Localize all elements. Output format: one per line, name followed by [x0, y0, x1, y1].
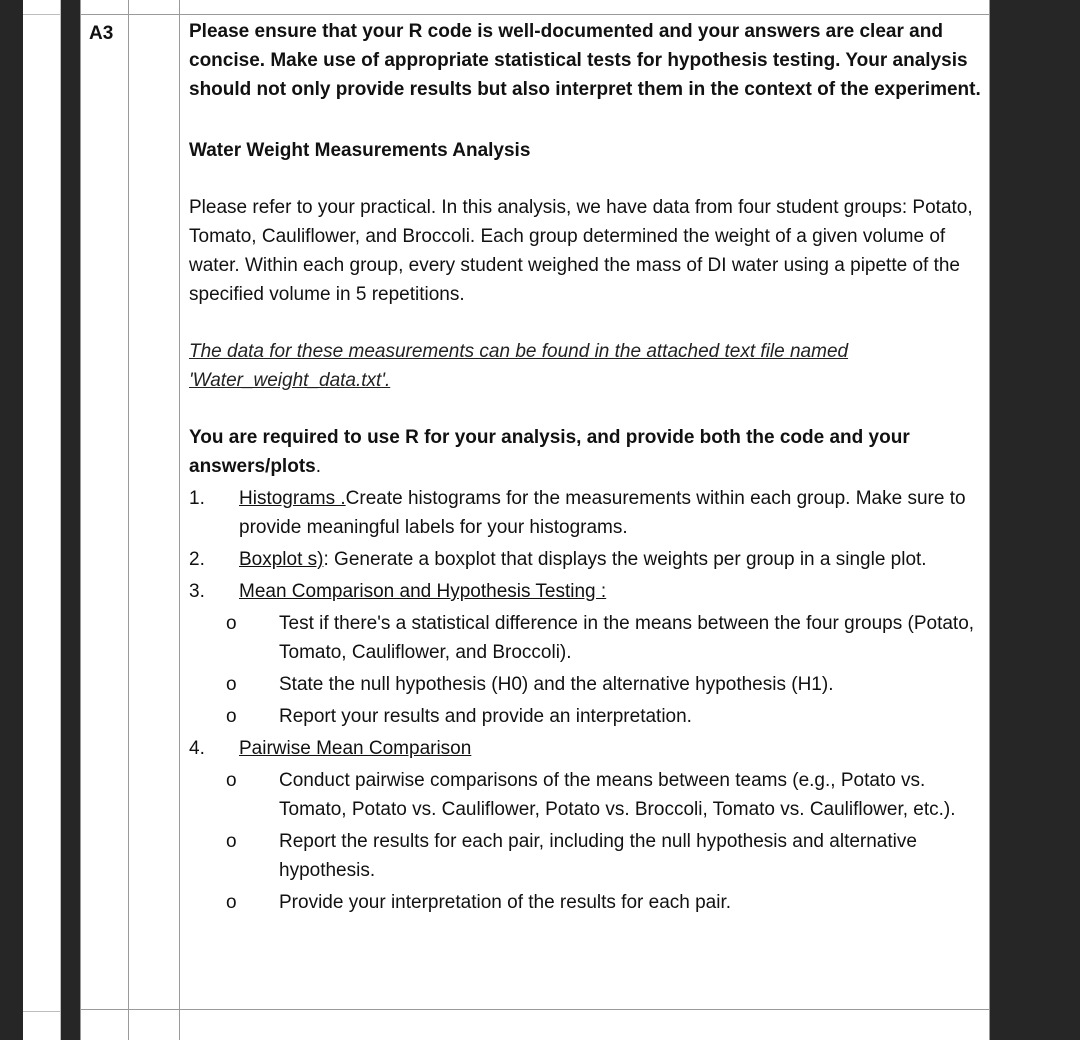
requirement-bold: You are required to use R for your analysis, and provide both the code and your answers/plots	[189, 427, 910, 477]
task-list	[189, 484, 981, 917]
subtask-item	[189, 609, 981, 667]
bullet-marker: o	[226, 770, 237, 791]
task-text	[239, 545, 981, 574]
subtask-item	[189, 670, 981, 699]
table-border-top	[80, 14, 990, 15]
task-item	[189, 734, 981, 763]
subtask-text: Report the results for each pair, including the null hypothesis and alternative hypothesis.	[279, 831, 917, 881]
task-number: 3.	[189, 581, 205, 602]
task-title: Boxplot s)	[239, 549, 324, 570]
row-label: A3	[89, 23, 114, 44]
subtask-text: Conduct pairwise comparisons of the means between teams (e.g., Potato vs. Tomato, Potato vs. Cauliflower, Potato vs. Broccoli, Tomato vs. Cauliflower, etc.).	[279, 770, 956, 820]
subtask-item	[189, 766, 981, 824]
bullet-marker: o	[226, 892, 237, 913]
strip-line	[23, 1011, 60, 1012]
task-description: Create histograms for the measurements within each group. Make sure to provide meaningful labels for your histograms.	[239, 488, 966, 538]
strip-line	[23, 14, 60, 15]
requirement-end: .	[315, 456, 321, 477]
subtask-item	[189, 827, 981, 885]
subtask-text: Provide your interpretation of the results for each pair.	[279, 892, 732, 913]
task-item	[189, 577, 981, 606]
table-divider	[179, 0, 180, 1040]
section-title: Water Weight Measurements Analysis	[189, 140, 531, 161]
table-border-right	[989, 0, 990, 1040]
document-table	[80, 0, 990, 1040]
task-title: Histograms .	[239, 488, 346, 509]
task-title: Pairwise Mean Comparison	[239, 738, 472, 759]
task-item	[189, 484, 981, 542]
task-text	[239, 484, 981, 542]
bullet-marker: o	[226, 706, 237, 727]
question-content	[189, 17, 981, 917]
description-paragraph: Please refer to your practical. In this analysis, we have data from four student groups: Potato, Tomato, Cauliflower, and Broccoli. Each group determined the weight of a given volume of water. Within each group, every student weighed the mass of DI water using a pipette of the specified volume in 5 repetitions.	[189, 197, 973, 305]
task-text	[239, 734, 981, 763]
task-number: 4.	[189, 738, 205, 759]
subtask-text: Test if there's a statistical difference in the means between the four groups (Potato, Tomato, Cauliflower, and Broccoli).	[279, 613, 975, 663]
table-border-left	[80, 0, 81, 1040]
subtask-text: State the null hypothesis (H0) and the alternative hypothesis (H1).	[279, 674, 834, 695]
task-title: Mean Comparison and Hypothesis Testing :	[239, 581, 607, 602]
subtask-text: Report your results and provide an interpretation.	[279, 706, 692, 727]
intro-paragraph: Please ensure that your R code is well-documented and your answers are clear and concise. Make use of appropriate statistical tests for hypothesis testing. Your analysis should not only provide results but also interpret them in the context of the experiment.	[189, 21, 981, 100]
bullet-marker: o	[226, 674, 237, 695]
table-border-bottom	[80, 1009, 990, 1010]
requirement-paragraph	[189, 423, 981, 481]
task-description: : Generate a boxplot that displays the weights per group in a single plot.	[323, 549, 927, 570]
subtask-item	[189, 888, 981, 917]
task-item	[189, 545, 981, 574]
bullet-marker: o	[226, 831, 237, 852]
subtask-item	[189, 702, 981, 731]
bullet-marker: o	[226, 613, 237, 634]
task-number: 1.	[189, 488, 205, 509]
table-divider	[128, 0, 129, 1040]
task-number: 2.	[189, 549, 205, 570]
data-file-note: The data for these measurements can be found in the attached text file named 'Water_weight_data.txt'.	[189, 341, 849, 391]
left-margin-strip	[23, 0, 61, 1040]
task-text	[239, 577, 981, 606]
